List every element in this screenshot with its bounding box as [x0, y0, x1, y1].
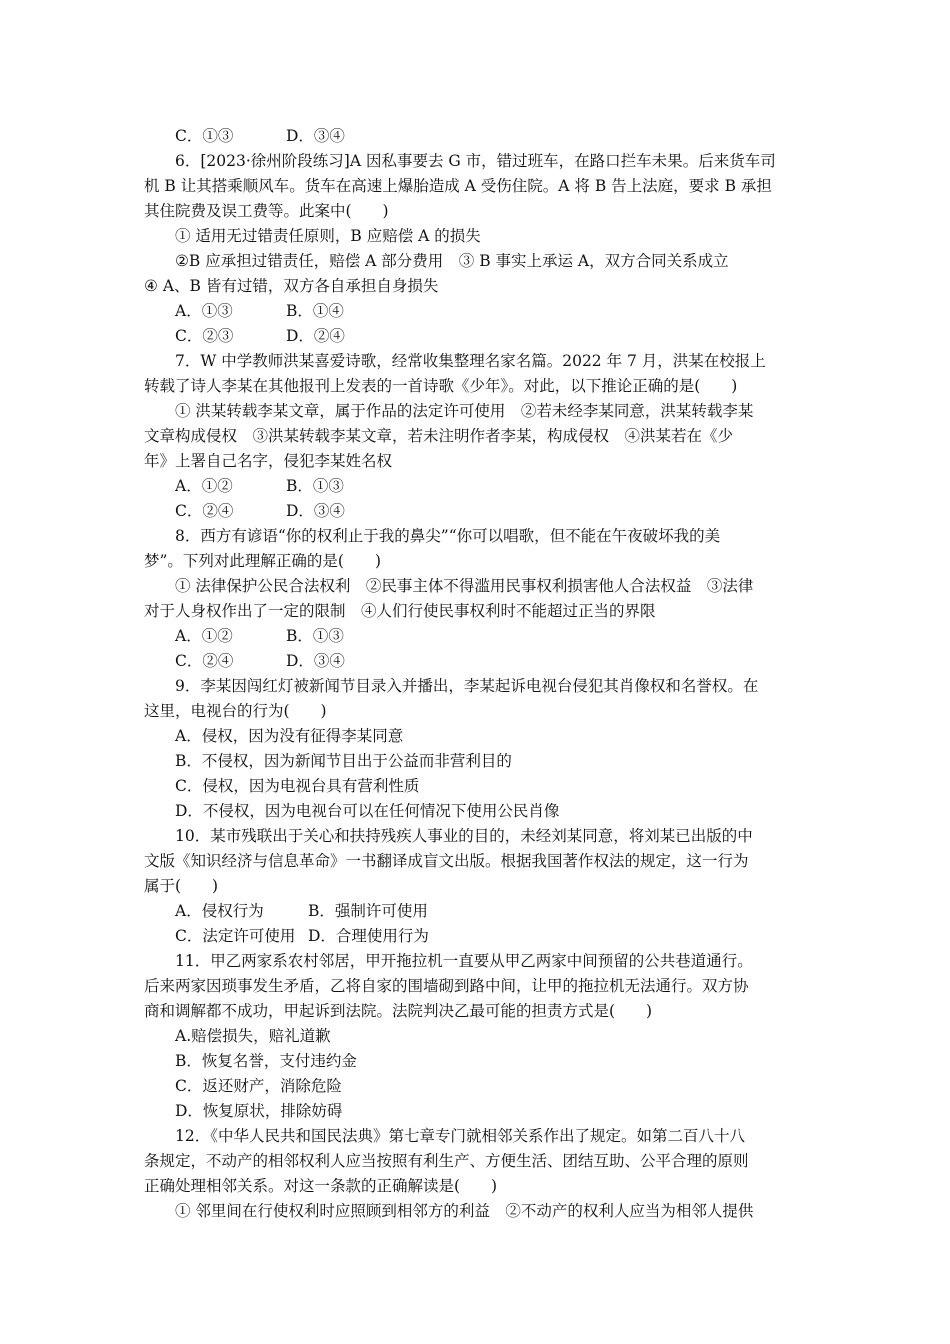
q10-stem-line-3: 属于( ) [144, 877, 219, 895]
q6-item-1: ① 适用无过错责任原则，B 应赔偿 A 的损失 [175, 227, 481, 245]
q9-stem-line-2: 这里，电视台的行为( ) [144, 702, 327, 720]
option-c: C．①③ [175, 127, 234, 145]
q11-option-c: C．返还财产，消除危险 [175, 1077, 342, 1095]
q11-option-b: B．恢复名誉，支付违约金 [175, 1052, 357, 1070]
option-c: C．法定许可使用 [175, 927, 296, 945]
option-b: B．①④ [286, 302, 344, 320]
q11-stem-line-3: 商和调解都不成功，甲起诉到法院。法院判决乙最可能的担责方式是( ) [144, 1002, 653, 1020]
q9-stem-line-1: 9．李某因闯红灯被新闻节目录入并播出，李某起诉电视台侵犯其肖像权和名誉权。在 [175, 677, 759, 695]
option-d: D．合理使用行为 [308, 927, 429, 945]
q7-stem-line-1: 7．W 中学教师洪某喜爱诗歌，经常收集整理名家名篇。2022 年 7 月，洪某在校报上 [175, 352, 766, 370]
option-a: A．①② [175, 477, 233, 495]
option-d: D．②④ [286, 327, 345, 345]
q11-stem-line-2: 后来两家因琐事发生矛盾，乙将自家的围墙砌到路中间，让甲的拖拉机无法通行。双方协 [144, 977, 749, 995]
option-b: B．①③ [286, 627, 344, 645]
option-d: D．③④ [286, 652, 345, 670]
q6-options-row-1 [144, 299, 808, 324]
q11-stem-line-1: 11．甲乙两家系农村邻居，甲开拖拉机一直要从甲乙两家中间预留的公共巷道通行。 [175, 952, 753, 970]
q7-item-line-2: 文章构成侵权 ③洪某转载李某文章，若未注明作者李某，构成侵权 ④洪某若在《少 [144, 427, 734, 445]
q9-option-d: D．不侵权，因为电视台可以在任何情况下使用公民肖像 [175, 802, 560, 820]
option-a: A．①② [175, 627, 233, 645]
option-a: A．侵权行为 [175, 902, 264, 920]
q10-stem-line-1: 10．某市残联出于关心和扶持残疾人事业的目的，未经刘某同意，将刘某已出版的中 [175, 827, 753, 845]
q7-options-row-1 [144, 474, 808, 499]
q9-option-c: C．侵权，因为电视台具有营利性质 [175, 777, 420, 795]
q10-stem-line-2: 文版《知识经济与信息革命》一书翻译成盲文出版。根据我国著作权法的规定，这一行为 [144, 852, 749, 870]
q11-option-d: D．恢复原状，排除妨碍 [175, 1102, 343, 1120]
option-b: B．强制许可使用 [308, 902, 428, 920]
q10-options-row-2 [144, 924, 808, 949]
q10-options-row-1 [144, 899, 808, 924]
q11-option-a: A.赔偿损失，赔礼道歉 [175, 1027, 331, 1045]
q12-stem-line-3: 正确处理相邻关系。对这一条款的正确解读是( ) [144, 1177, 498, 1195]
prev-options-row [144, 124, 808, 149]
q8-options-row-2 [144, 649, 808, 674]
option-a: A．①③ [175, 302, 233, 320]
option-b: B．①③ [286, 477, 344, 495]
q8-stem-line-1: 8．西方有谚语“你的权利止于我的鼻尖”“你可以唱歌，但不能在午夜破坏我的美 [175, 527, 721, 545]
option-c: C．②④ [175, 502, 234, 520]
option-d: D．③④ [286, 127, 345, 145]
q9-option-b: B．不侵权，因为新闻节目出于公益而非营利目的 [175, 752, 512, 770]
q7-item-line-1: ① 洪某转载李某文章，属于作品的法定许可使用 ②若未经李某同意，洪某转载李某 [175, 402, 754, 420]
option-c: C．②④ [175, 652, 234, 670]
option-d: D．③④ [286, 502, 345, 520]
q6-item-2: ②B 应承担过错责任，赔偿 A 部分费用 ③ B 事实上承运 A，双方合同关系成立 [175, 252, 729, 270]
q9-option-a: A．侵权，因为没有征得李某同意 [175, 727, 404, 745]
q6-stem-line-2: 机 B 让其搭乘顺风车。货车在高速上爆胎造成 A 受伤住院。A 将 B 告上法庭，要求 B 承担 [144, 177, 772, 195]
q7-stem-line-2: 转载了诗人李某在其他报刊上发表的一首诗歌《少年》。对此，以下推论正确的是( ) [144, 377, 738, 395]
q6-stem-line-3: 其住院费及误工费等。此案中( ) [144, 202, 389, 220]
q6-item-3: ④ A、B 皆有过错，双方各自承担自身损失 [144, 277, 439, 295]
q7-item-line-3: 年》上署自己名字，侵犯李某姓名权 [144, 452, 393, 470]
question-text-block [144, 124, 808, 1224]
q12-item-line-1: ① 邻里间在行使权利时应照顾到相邻方的利益 ②不动产的权利人应当为相邻人提供 [175, 1202, 754, 1220]
q7-options-row-2 [144, 499, 808, 524]
q6-options-row-2 [144, 324, 808, 349]
option-c: C．②③ [175, 327, 234, 345]
q8-options-row-1 [144, 624, 808, 649]
q12-stem-line-2: 条规定，不动产的相邻权利人应当按照有利生产、方便生活、团结互助、公平合理的原则 [144, 1152, 749, 1170]
q8-item-line-1: ① 法律保护公民合法权利 ②民事主体不得滥用民事权利损害他人合法权益 ③法律 [175, 577, 754, 595]
q8-item-line-2: 对于人身权作出了一定的限制 ④人们行使民事权利时不能超过正当的界限 [144, 602, 656, 620]
q6-stem-line-1: 6．[2023·徐州阶段练习]A 因私事要去 G 市，错过班车，在路口拦车未果。后来货车司 [175, 152, 776, 170]
q12-stem-line-1: 12．《中华人民共和国民法典》第七章专门就相邻关系作出了规定。如第二百八十八 [175, 1127, 745, 1145]
q8-stem-line-2: 梦”。下列对此理解正确的是( ) [144, 552, 382, 570]
